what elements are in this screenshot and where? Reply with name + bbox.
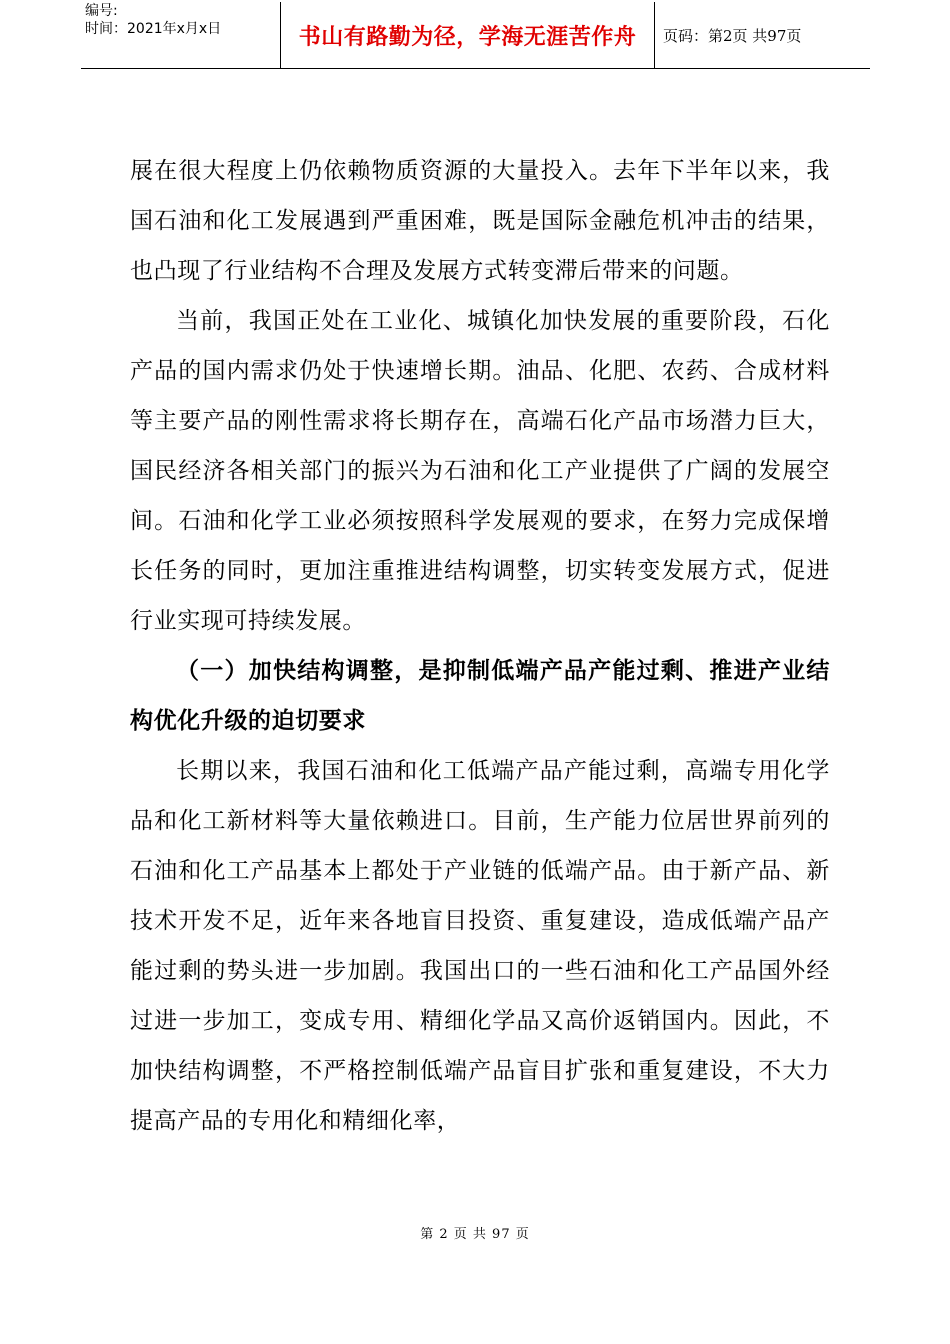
header-page-cell: [655, 2, 870, 68]
paragraph: 展在很大程度上仍依赖物质资源的大量投入。去年下半年以来，我国石油和化工发展遇到严重困难，既是国际金融危机冲击的结果，也凸现了行业结构不合理及发展方式转变滞后带来的问题。: [130, 158, 830, 284]
date-label: 时间：2021年x月x日: [85, 21, 222, 37]
page-footer: [0, 1223, 950, 1242]
footer-page-number: 第 2 页 共 97 页: [420, 1227, 530, 1242]
document-body: [130, 146, 830, 1146]
serial-label: 编号:: [85, 3, 118, 19]
page-info: 页码：第2页 共97页: [663, 26, 802, 45]
paragraph: 长期以来，我国石油和化工低端产品产能过剩，高端专用化学品和化工新材料等大量依赖进口。目前，生产能力位居世界前列的石油和化工产品基本上都处于产业链的低端产品。由于新产品、新技术开发不足，近年来各地盲目投资、重复建设，造成低端产品产能过剩的势头进一步加剧。我国出口的一些石油和化工产品国外经过进一步加工，变成专用、精细化学品又高价返销国内。因此，不加快结构调整，不严格控制低端产品盲目扩张和重复建设，不大力提高产品的专用化和精细化率，: [130, 758, 830, 1134]
page-header: [81, 2, 870, 69]
motto: 书山有路勤为径，学海无涯苦作舟: [298, 24, 637, 50]
header-meta: [81, 2, 281, 68]
section-heading: （一）加快结构调整，是抑制低端产品产能过剩、推进产业结构优化升级的迫切要求: [130, 658, 830, 734]
paragraph: 当前，我国正处在工业化、城镇化加快发展的重要阶段，石化产品的国内需求仍处于快速增长期。油品、化肥、农药、合成材料等主要产品的刚性需求将长期存在，高端石化产品市场潜力巨大，国民经济各相关部门的振兴为石油和化工产业提供了广阔的发展空间。石油和化学工业必须按照科学发展观的要求，在努力完成保增长任务的同时，更加注重推进结构调整，切实转变发展方式，促进行业实现可持续发展。: [130, 308, 830, 634]
header-motto-cell: [281, 2, 655, 68]
